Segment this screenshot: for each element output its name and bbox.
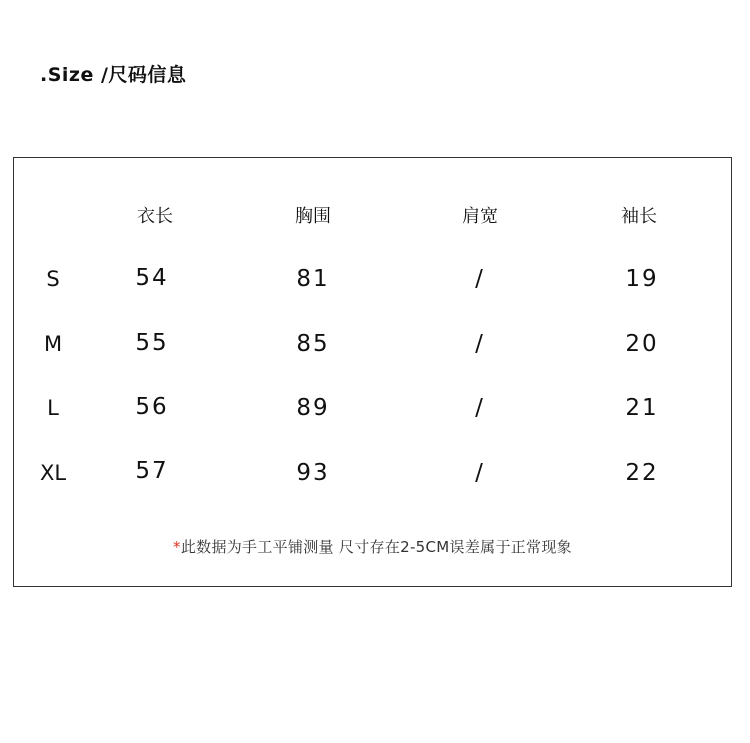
row-s-chest: 81 [296,266,330,292]
row-l-chest: 89 [296,395,330,421]
row-xl-shoulder: / [475,460,485,486]
row-l-sleeve: 21 [625,395,659,421]
row-size-m: M [43,332,63,356]
header-chest: 胸围 [295,206,331,227]
measurement-note [173,536,572,557]
row-size-xl: XL [39,461,67,485]
header-sleeve: 袖长 [621,206,657,227]
row-size-s: S [46,267,60,291]
row-s-length: 54 [135,265,169,291]
row-m-shoulder: / [475,331,485,357]
row-xl-chest: 93 [296,460,330,486]
row-m-sleeve: 20 [625,331,659,357]
size-table [13,157,732,587]
page-title: .Size /尺码信息 [40,64,187,86]
header-shoulder: 肩宽 [462,206,498,227]
row-l-length: 56 [135,394,169,420]
row-m-chest: 85 [296,331,330,357]
header-length: 衣长 [137,206,173,227]
row-s-shoulder: / [475,266,485,292]
row-xl-length: 57 [135,458,169,484]
row-xl-sleeve: 22 [625,460,659,486]
note-asterisk: * [173,538,181,556]
note-text: 此数据为手工平铺测量 尺寸存在2-5CM误差属于正常现象 [180,538,572,556]
row-s-sleeve: 19 [625,266,659,292]
row-l-shoulder: / [475,395,485,421]
row-size-l: L [47,396,59,420]
row-m-length: 55 [135,330,169,356]
